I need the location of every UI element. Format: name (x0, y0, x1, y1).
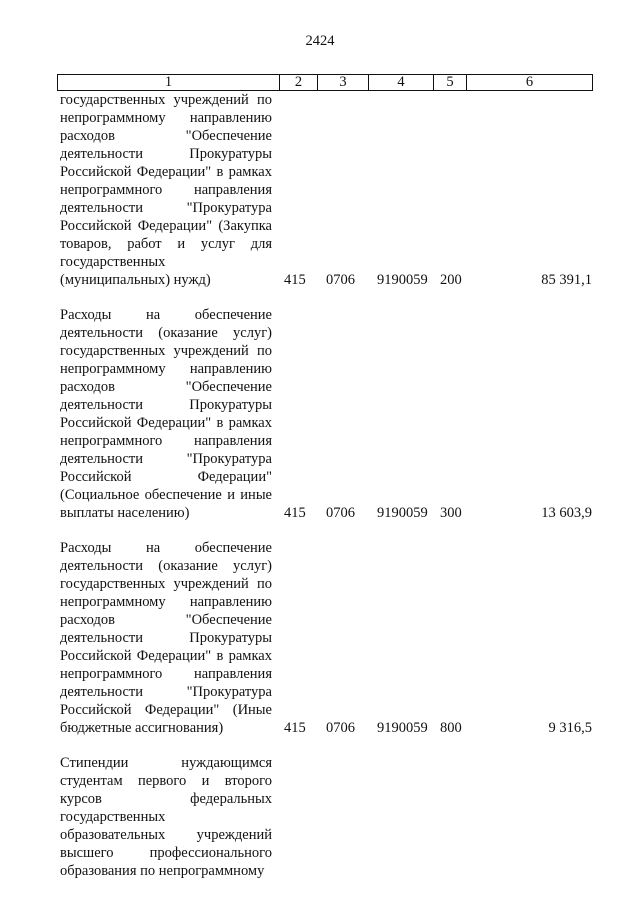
description-line: расходов "Обеспечение (60, 379, 272, 395)
description-line: деятельности "Прокуратура (60, 200, 272, 216)
description-line: деятельности "Прокуратура (60, 451, 272, 467)
header-col-5: 5 (433, 75, 466, 90)
description-line: Российской Федерации" (60, 469, 272, 485)
description-line: деятельности Прокуратуры (60, 630, 272, 646)
row-values (60, 862, 592, 880)
table-header (57, 74, 593, 91)
table-row (60, 754, 592, 880)
table-body (60, 91, 592, 897)
header-col-3: 3 (317, 75, 368, 90)
description-line: расходов "Обеспечение (60, 128, 272, 144)
target-item-code: 9190059 (377, 720, 428, 736)
description-line: Российской Федерации" в рамках (60, 648, 272, 664)
description-line: (Социальное обеспечение и иные (60, 487, 272, 503)
description-line: образовательных учреждений (60, 827, 272, 843)
ministry-code: 415 (284, 272, 306, 288)
target-item-code: 9190059 (377, 505, 428, 521)
section-code: 0706 (326, 720, 355, 736)
header-col-6: 6 (466, 75, 592, 90)
description-line: Российской Федерации" (Иные (60, 702, 272, 718)
description-line: бюджетные ассигнования) (60, 720, 224, 736)
description-line: деятельности (оказание услуг) (60, 325, 272, 341)
description-line: деятельности Прокуратуры (60, 146, 272, 162)
header-col-2: 2 (279, 75, 317, 90)
description-line: Расходы на обеспечение (60, 540, 272, 556)
ministry-code: 415 (284, 505, 306, 521)
target-item-code: 9190059 (377, 272, 428, 288)
description-line: непрограммному направлению (60, 110, 272, 126)
sum-value: 13 603,9 (541, 505, 592, 521)
description-line: государственных учреждений по (60, 92, 272, 108)
description-line: непрограммному направлению (60, 594, 272, 610)
description-line: государственных (60, 809, 166, 825)
description-line: товаров, работ и услуг для (60, 236, 272, 252)
description-line: государственных учреждений по (60, 576, 272, 592)
description-line: непрограммного направления (60, 666, 272, 682)
table-row (60, 306, 592, 522)
page-number: 2424 (305, 33, 335, 49)
description-line: Российской Федерации" (Закупка (60, 218, 272, 234)
section-code: 0706 (326, 272, 355, 288)
description-line: деятельности Прокуратуры (60, 397, 272, 413)
description-line: высшего профессионального (60, 845, 272, 861)
row-description (60, 91, 272, 289)
description-line: непрограммного направления (60, 433, 272, 449)
header-col-1: 1 (164, 74, 173, 90)
table-row (60, 91, 592, 289)
description-line: непрограммного направления (60, 182, 272, 198)
description-line: курсов федеральных (60, 791, 272, 807)
expense-type-code: 800 (440, 720, 462, 736)
row-values (60, 271, 592, 289)
row-description (60, 539, 272, 737)
description-line: Российской Федерации" в рамках (60, 415, 272, 431)
description-line: выплаты населению) (60, 505, 190, 521)
expense-type-code: 200 (440, 272, 462, 288)
description-line: Стипендии нуждающимся (60, 755, 272, 771)
description-line: государственных учреждений по (60, 343, 272, 359)
description-line: деятельности (оказание услуг) (60, 558, 272, 574)
row-values (60, 719, 592, 737)
description-line: непрограммному направлению (60, 361, 272, 377)
header-col-4: 4 (368, 75, 433, 90)
description-line: расходов "Обеспечение (60, 612, 272, 628)
description-line: студентам первого и второго (60, 773, 272, 789)
section-code: 0706 (326, 505, 355, 521)
sum-value: 9 316,5 (548, 720, 592, 736)
row-description (60, 306, 272, 522)
description-line: государственных (60, 254, 166, 270)
description-line: Расходы на обеспечение (60, 307, 272, 323)
row-values (60, 504, 592, 522)
table-row (60, 539, 592, 737)
ministry-code: 415 (284, 720, 306, 736)
expense-type-code: 300 (440, 505, 462, 521)
description-line: (муниципальных) нужд) (60, 272, 211, 288)
sum-value: 85 391,1 (541, 272, 592, 288)
description-line: образования по непрограммному (60, 863, 265, 879)
description-line: деятельности "Прокуратура (60, 684, 272, 700)
description-line: Российской Федерации" в рамках (60, 164, 272, 180)
